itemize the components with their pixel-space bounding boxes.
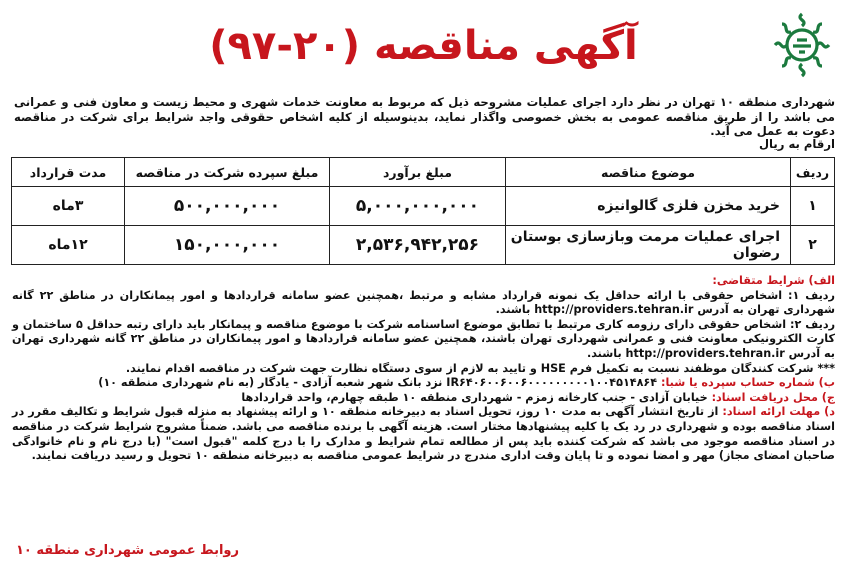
organization-name: شهرداری منطقه ۱۰ تهران	[682, 95, 835, 109]
table-row	[12, 226, 835, 265]
notice-title: آگهی مناقصه (۲۰-۹۷)	[209, 23, 638, 69]
header-row-number: ردیف	[791, 158, 835, 187]
currency-unit-note: ارقام به ریال	[759, 137, 835, 151]
condition-row-2: ردیف ۲: اشخاص حقوقی دارای رزومه کاری مرتبط با تطابق موضوع اساسنامه شرکت با موضوع مناقصه و پیمانکار باید دارای رتبه حداقل ۵ ساختمان و کارت الکترونیکی معاونت فنی و عمرانی شهرداری تهران باشند، همچنین عضو سامانه قراردادها و امور پیمانکاران در مناطق ۲۲ گانه شهرداری تهران به آدرس http://providers.tehran.ir باشند.	[12, 317, 836, 360]
table-header-row	[12, 158, 835, 187]
account-text: IR۶۴۰۶۰۰۶۰۰۶۰۰۰۰۰۰۰۰۰۱۰۰۴۵۱۴۸۶۴ نزد بانک شهر شعبه آزادی - یادگار (به نام شهرداری منطقه ۱۰)	[98, 376, 661, 390]
cell-subject: اجرای عملیات مرمت وبازسازی بوستان رضوان	[506, 226, 791, 265]
header-subject: موضوع مناقصه	[506, 158, 791, 187]
account-label: ب) شماره حساب سپرده یا شبا:	[661, 376, 835, 390]
intro-text: در نظر دارد اجرای عملیات مشروحه ذیل که مربوط به معاونت خدمات شهری و محیط زیست و معاون فنی و عمرانی می باشد را از طریق مناقصه عمومی به بخش خصوصی واگذار نماید، بدینوسیله از کلیه اشخاص حقوقی واجد شرایط برای شرکت در مناقصه دعوت به عمل می آید.	[14, 95, 835, 138]
hse-note: *** شرکت کنندگان موظفند نسبت به تکمیل فرم HSE و تایید به لازم از سوی دستگاه نظارت جهت شرکت در مناقصه اقدام نمایند.	[125, 361, 835, 375]
account-info	[12, 376, 835, 391]
cell-estimate: ۲,۵۳۶,۹۴۲,۲۵۶	[330, 226, 506, 265]
cell-duration: ۳ماه	[12, 187, 125, 226]
deadline-info	[12, 405, 835, 463]
header-deposit: مبلغ سپرده شرکت در مناقصه	[125, 158, 330, 187]
cell-estimate: ۵,۰۰۰,۰۰۰,۰۰۰	[330, 187, 506, 226]
delivery-info	[12, 391, 835, 406]
cell-row-number: ۱	[791, 187, 835, 226]
deadline-text: از تاریخ انتشار آگهی به مدت ۱۰ روز، تحویل اسناد به دبیرخانه منطقه ۱۰ و ارائه پیشنهاد به منزله قبول شرایط و تکالیف مقرر در اسناد مناقصه بوده و شهرداری در رد یک یا کلیه پیشنهادها مختار است. هزینه آگهی با برنده مناقصه می باشد. ضمناً مشروح شرایط شرکت در مناقصه در اسناد مناقصه موجود می باشد که شرکت کننده باید پس از مطالعه تمام شرایط و مدارک را با درج کلمه "قبول است" (با درج نام و نام خانوادگی صاحبان امضای مجاز) مهر و امضا نموده و تا پایان وقت اداری مندرج در شرایط عمومی مناقصه به دبیرخانه منطقه ۱۰ تحویل و رسید دریافت نمایند.	[12, 405, 835, 463]
intro-paragraph	[14, 95, 835, 139]
table-row	[12, 187, 835, 226]
notice-body	[12, 274, 835, 464]
cell-deposit: ۵۰۰,۰۰۰,۰۰۰	[125, 187, 330, 226]
cell-row-number: ۲	[791, 226, 835, 265]
delivery-label: ج) محل دریافت اسناد:	[711, 390, 835, 404]
cell-duration: ۱۲ماه	[12, 226, 125, 265]
tender-table	[11, 157, 835, 265]
cell-subject: خرید مخزن فلزی گالوانیزه	[506, 187, 791, 226]
conditions-heading: الف) شرایط متقاضی:	[712, 274, 835, 287]
delivery-text: خیابان آزادی - جنب کارخانه زمزم - شهرداری منطقه ۱۰ طبقه چهارم، واحد قراردادها	[241, 390, 712, 404]
header-duration: مدت قرارداد	[12, 158, 125, 187]
condition-row-1: ردیف ۱: اشخاص حقوقی با ارائه حداقل یک نمونه قرارداد مشابه و مرتبط ،همچنین عضو سامانه قراردادها و امور پیمانکاران در مناطق ۲۲ گانه شهرداری تهران به آدرس http://providers.tehran.ir باشند.	[12, 288, 835, 317]
header-estimate: مبلغ برآورد	[330, 158, 506, 187]
cell-deposit: ۱۵۰,۰۰۰,۰۰۰	[125, 226, 330, 265]
deadline-label: د) مهلت ارائه اسناد:	[722, 405, 836, 419]
footer-signature: روابط عمومی شهرداری منطقه ۱۰	[16, 543, 239, 558]
